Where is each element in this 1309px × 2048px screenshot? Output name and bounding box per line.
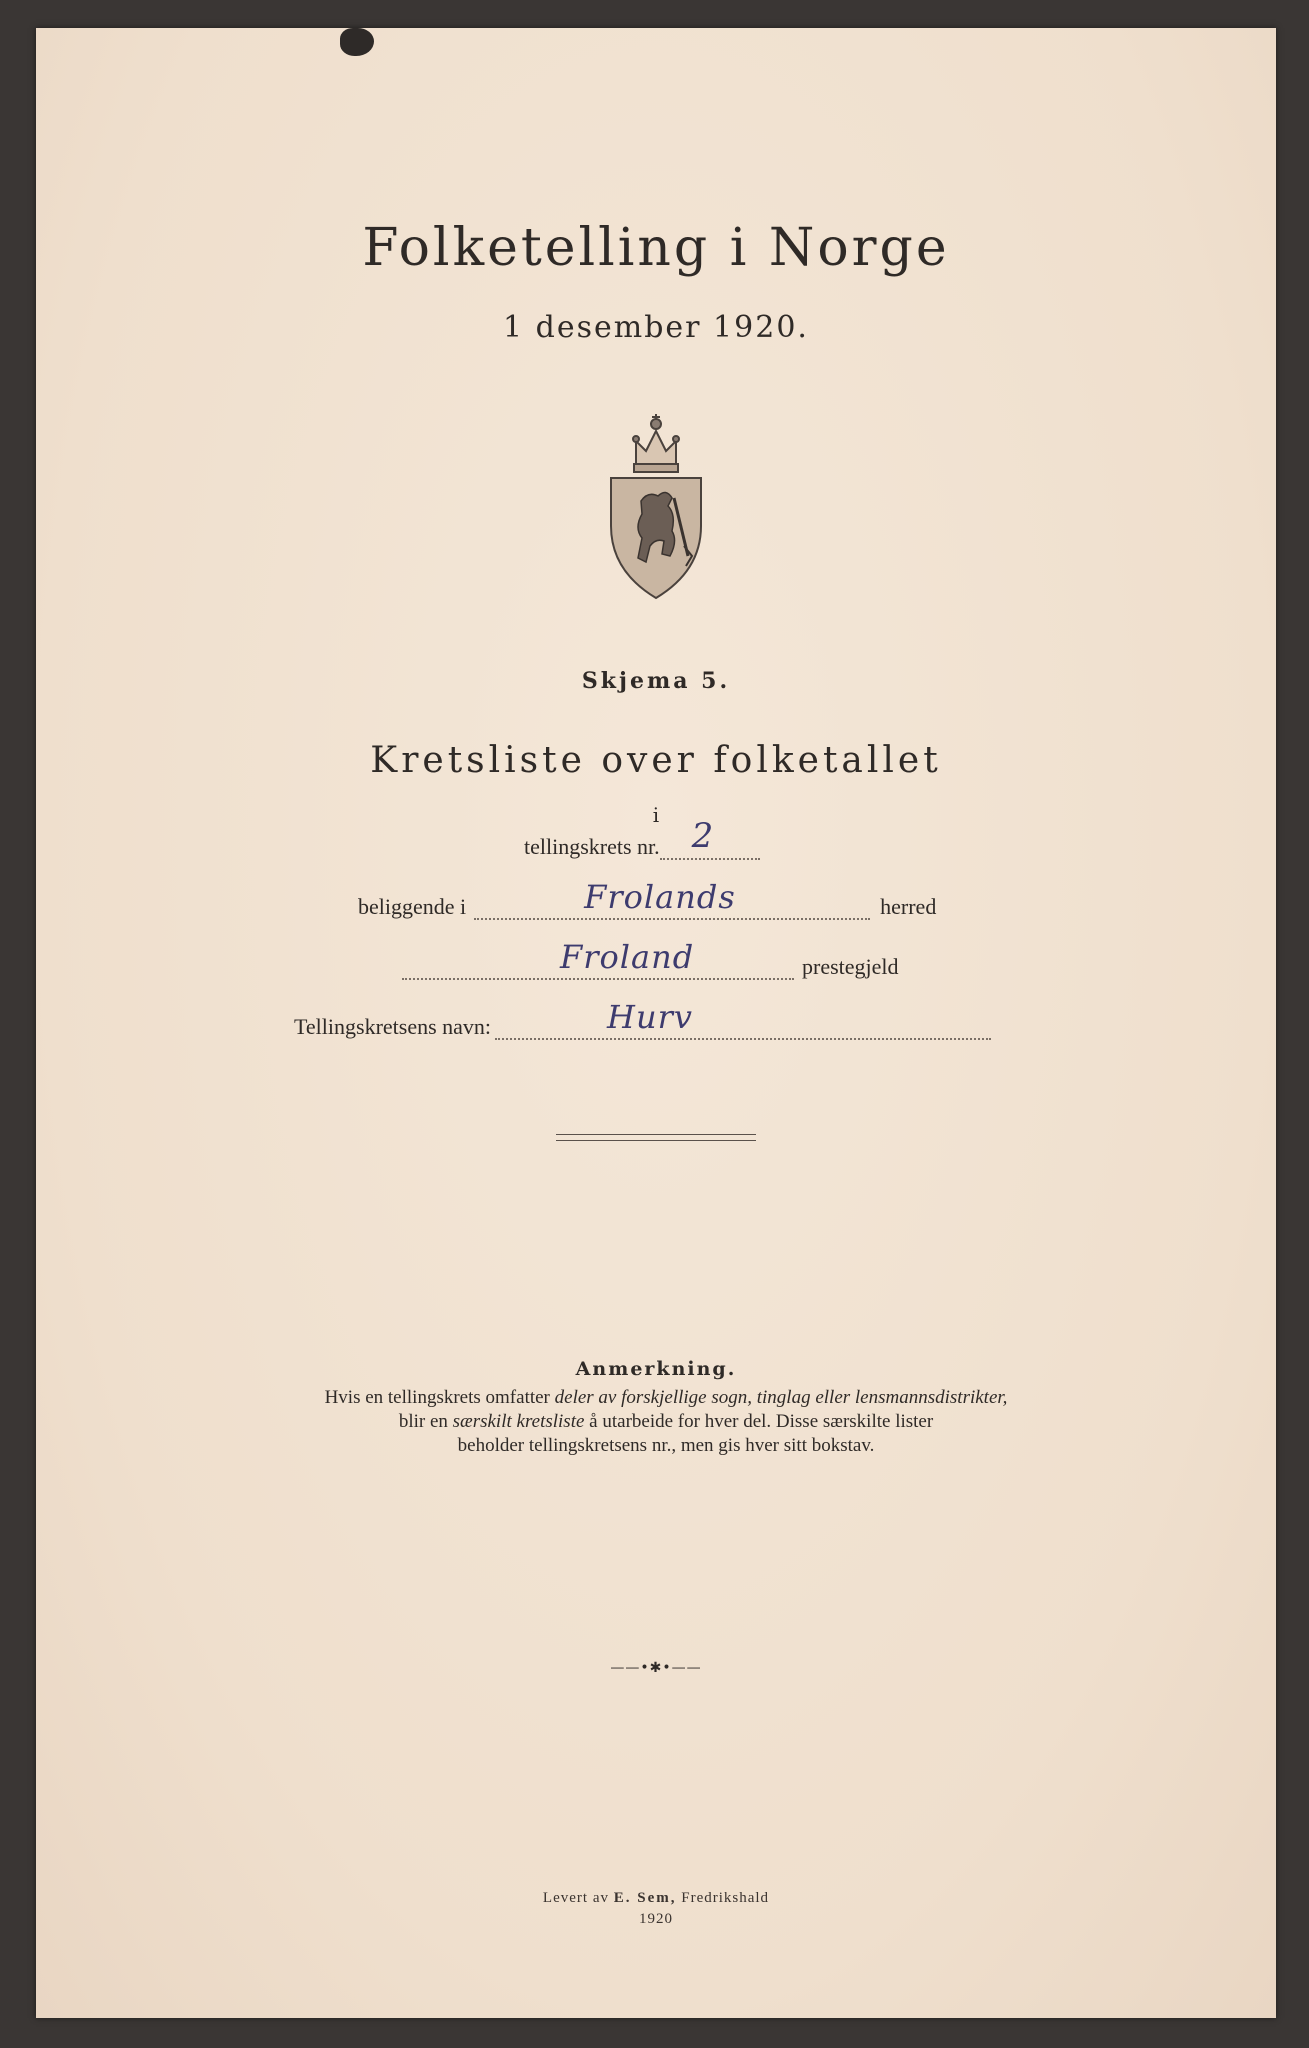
note-line-3: beholder tellingskretsens nr., men gis hver sitt bokstav. [457,1435,875,1456]
form-heading: Kretsliste over folketallet [370,740,942,781]
schema-number: Skjema 5. [581,668,731,694]
census-form-page [36,28,1276,2018]
prestegjeld-value: Froland [560,938,695,976]
herred-label-after: herred [880,894,937,919]
ornament-divider: ——•✱•—— [610,1660,702,1676]
printer-place: Fredrikshald [676,1890,770,1906]
krets-name-value: Hurv [607,998,693,1036]
note-line-1b: deler av forskjellige sogn, tinglag eller lensmannsdistrikter, [554,1387,1008,1408]
prestegjeld-field[interactable] [402,938,794,980]
coat-of-arms-icon [606,406,706,606]
note-line-2b: særskilt kretsliste [452,1411,585,1432]
page-title: Folketelling i Norge [362,218,950,278]
note-line-2c: å utarbeide for hver del. Disse særskilte lister [584,1411,934,1432]
prestegjeld-label: prestegjeld [802,954,899,979]
census-date: 1 desember 1920. [503,310,809,345]
note-line-1a: Hvis en tellingskrets omfatter [324,1387,555,1408]
herred-label-before: beliggende i [358,894,467,919]
section-divider [556,1134,756,1141]
prestegjeld-row [402,938,899,980]
herred-field[interactable] [474,878,870,920]
printer-year: 1920 [639,1911,673,1927]
krets-number-field[interactable] [660,816,760,860]
preposition-text: i [652,803,660,827]
note-title: Anmerkning. [575,1358,737,1380]
krets-name-label: Tellingskretsens navn: [294,1014,492,1039]
herred-row [358,878,937,920]
printer-credit [36,1890,1276,1907]
note-line-2 [226,1410,1106,1434]
note-line-2a: blir en [398,1411,453,1432]
note-text [226,1386,1106,1458]
note-line-1 [226,1386,1106,1410]
krets-number-label: tellingskrets nr. [524,834,660,859]
herred-value: Frolands [584,878,736,916]
krets-name-row [294,998,991,1040]
krets-number-row [524,816,760,860]
krets-number-value: 2 [691,816,715,856]
krets-name-field[interactable] [495,998,991,1040]
printer-prefix: Levert av [542,1890,614,1906]
printer-name: E. Sem, [613,1890,677,1906]
ink-stain [340,28,374,56]
